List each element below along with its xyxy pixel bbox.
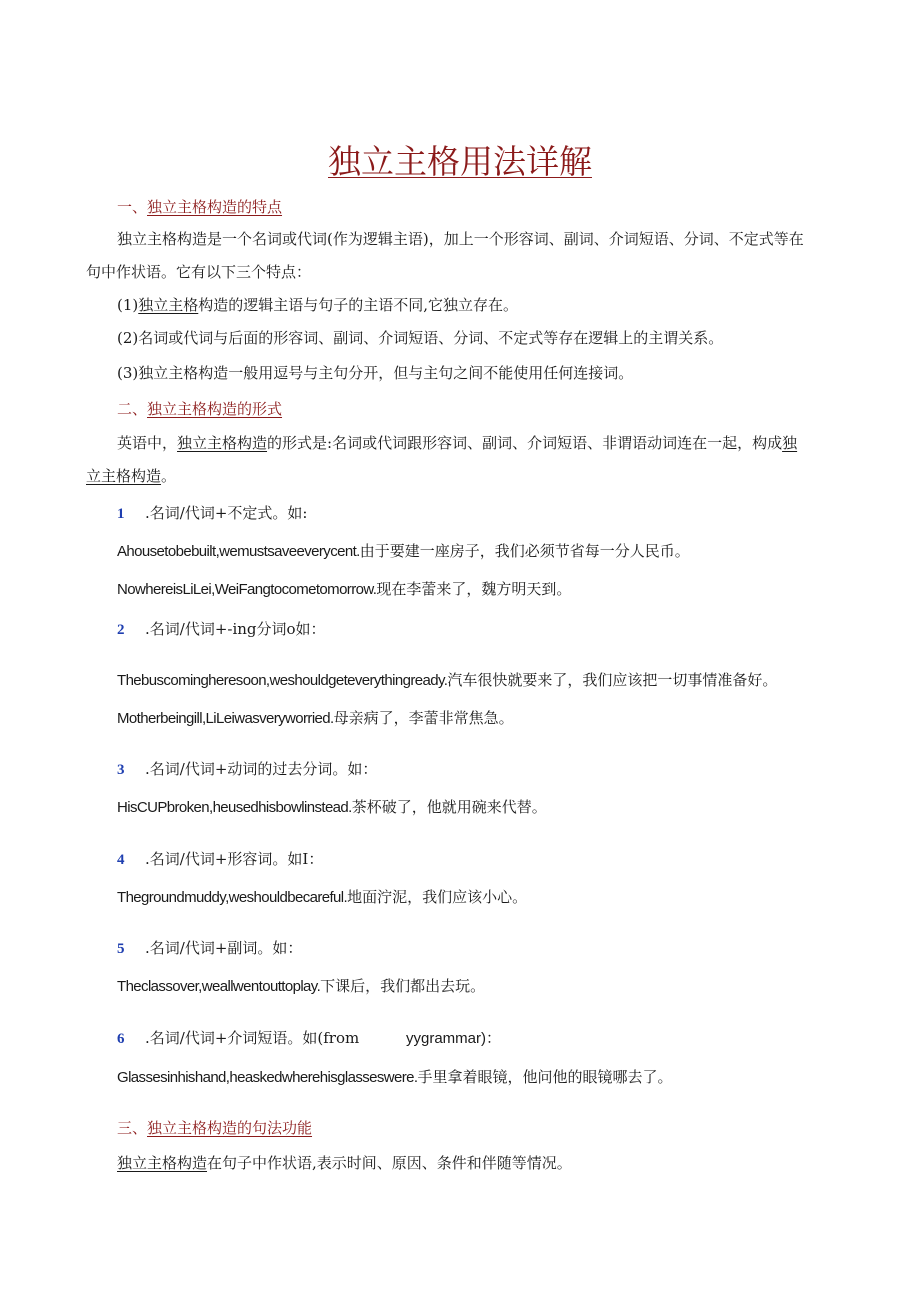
section-1-para-line-1: 独立主格构造是一个名词或代词(作为逻辑主语)，加上一个形容词、副词、介词短语、分词、不定式等在 [117,230,804,248]
example-sentence: NowhereisLiLei,WeiFangtocometomorrow.现在李蕾来了，魏方明天到。 [117,580,572,598]
form-item-6: 6 .名词/代词+介词短语。如(from [117,1029,360,1047]
item-6-label-tail: yygrammar)： [406,1030,502,1047]
example-sentence: Motherbeingill,LiLeiwasveryworried.母亲病了，李蕾非常焦急。 [117,709,514,727]
section-1-heading [117,196,282,217]
section-1-para-line-2: 句中作状语。它有以下三个特点： [86,263,312,281]
section-3-heading: 三、独立主格构造的句法功能 [117,1119,313,1137]
section-3-title: 独立主格构造的句法功能 [147,1119,313,1137]
example-sentence: Thegroundmuddy,weshouldbecareful.地面泞泥，我们应该小心。 [117,888,528,906]
term-underlined: 独立主格构造 [117,1154,208,1172]
example-sentence: HisCUPbroken,heusedhisbowlinstead.茶杯破了，他就用碗来代替。 [117,798,547,816]
section-1-prefix: 一、 [117,198,148,216]
example-sentence: Ahousetobebuilt,wemustsaveeverycent.由于要建一座房子，我们必须节省每一分人民币。 [117,542,690,560]
term-underlined: 独立主格构造 [177,434,268,452]
section-2-heading: 二、独立主格构造的形式 [117,400,283,418]
section-3-para: 独立主格构造在句子中作状语,表示时间、原因、条件和伴随等情况。 [117,1154,572,1172]
page-title: 独立主格用法详解 [328,142,592,181]
example-sentence: Thebuscomingheresoon,weshouldgeteverythingready.汽车很快就要来了，我们应该把一切事情准备好。 [117,671,778,689]
section-2-intro-line-2: 立主格构造。 [86,467,177,485]
form-item-3: 3 .名词/代词+动词的过去分词。如： [117,760,378,778]
section-2-title: 独立主格构造的形式 [147,400,283,418]
form-item-2: 2 .名词/代词+-ing分词o如： [117,620,326,638]
term-underlined: 独立主格 [138,296,199,314]
form-item-5: 5 .名词/代词+副词。如： [117,939,303,957]
term-underlined: 独 [782,434,798,452]
example-sentence: Theclassover,weallwentouttoplay.下课后，我们都出去玩。 [117,977,486,995]
section-1-point-1: (1)独立主格构造的逻辑主语与句子的主语不同,它独立存在。 [117,296,519,314]
section-1-point-2: (2)名词或代词与后面的形容词、副词、介词短语、分词、不定式等存在逻辑上的主谓关系。 [117,329,724,347]
example-sentence: Glassesinhishand,heaskedwherehisglasseswere.手里拿着眼镜，他问他的眼镜哪去了。 [117,1068,673,1086]
term-underlined: 立主格构造 [86,467,162,485]
form-item-4: 4 .名词/代词+形容词。如I： [117,850,324,868]
section-1-title: 独立主格构造的特点 [147,198,283,216]
section-1-point-3: (3)独立主格构造一般用逗号与主句分开，但与主句之间不能使用任何连接词。 [117,364,634,382]
form-item-1: 1 .名词/代词+不定式。如: [117,504,308,522]
section-2-intro: 英语中，独立主格构造的形式是:名词或代词跟形容词、副词、介词短语、非谓语动词连在一起，构成独 [117,434,798,452]
